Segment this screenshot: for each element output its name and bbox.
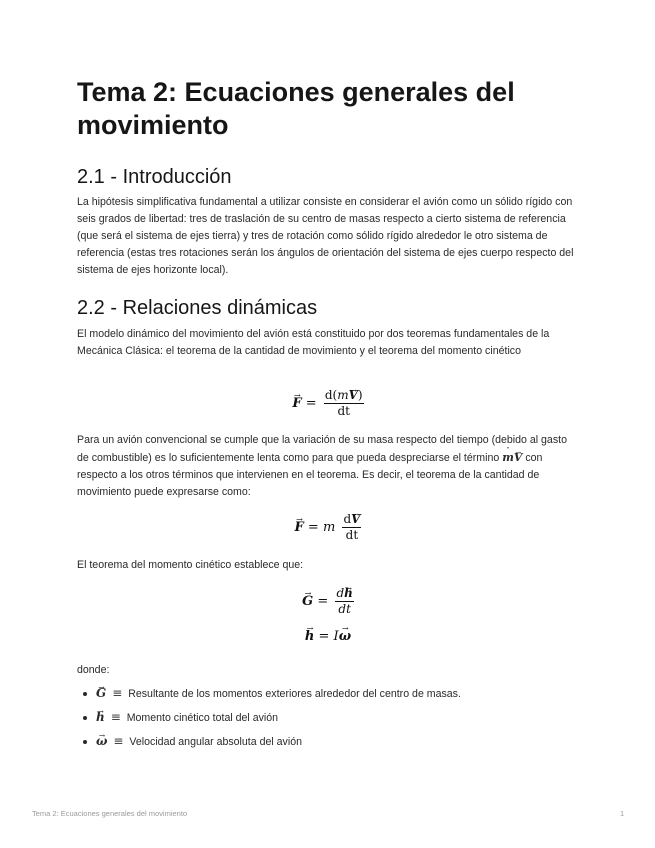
footer-page-number: 1	[620, 809, 625, 818]
term-mdot-v: ˙ m→ V	[502, 451, 522, 464]
eq1-numerator: d(m→ V)	[324, 388, 364, 404]
paragraph-modelo-dinamico: El modelo dinámico del movimiento del avión está constituido por dos teoremas fundamentales de la Mecánica Clásica: el teorema de la cantidad de movimiento y el teorema del momento cinético	[77, 328, 550, 357]
definition-text: Momento cinético total del avión	[126, 712, 279, 724]
eq4-lhs: → h	[305, 629, 314, 644]
paragraph-introduccion: La hipótesis simplificativa fundamental a utilizar consiste en considerar el avión como un sólido rígido con seis grados de libertad: tres de traslación de su centro de masas respecto a cierto sistema de referencia (que será el sistema de ejes tierra) y tres de rotación como sólido rígido alrededor le otro sistema de referencia (estas tres rotaciones serán los ángulos de orientación del sistema de ejes cuerpo respecto del sistema de ejes horizonte local).	[77, 196, 574, 276]
definition-text: Velocidad angular absoluta del avión	[129, 736, 302, 748]
paragraph-avion-convencional: Para un avión convencional se cumple que la variación de su masa respecto del tiempo (debido al gasto de combustible) es lo suficientemente lenta como para que pueda despreciarse el término ˙ m→ V con respecto a los otros términos que intervienen en el teorema. Es decir, el teorema de la cantidad de movimiento puede expresarse como:	[77, 432, 579, 501]
symbol-g: → G	[96, 684, 106, 702]
equation-cantidad-movimiento-simplificada	[77, 512, 579, 543]
eq4-inertia: I	[333, 629, 339, 644]
eq2-lhs: → F	[295, 520, 304, 535]
eq4-omega: → ω	[339, 629, 351, 644]
eq2-fraction	[342, 512, 361, 543]
equation-cantidad-movimiento	[77, 388, 579, 419]
eq2-equals: =	[307, 520, 319, 535]
equiv-symbol: ≡	[110, 710, 121, 724]
definitions-list	[77, 684, 579, 756]
equation-momento-cinetico	[77, 586, 579, 617]
eq2-mass: m	[322, 520, 336, 535]
eq4-equals: =	[318, 629, 330, 644]
eq3-lhs: → G	[302, 594, 313, 609]
eq1-fraction	[324, 388, 364, 419]
eq3-equals: =	[317, 594, 329, 609]
footer-title: Tema 2: Ecuaciones generales del movimiento	[32, 809, 188, 818]
eq1-denominator: dt	[337, 404, 350, 418]
section-heading-introduccion: 2.1 - Introducción	[77, 166, 232, 188]
eq3-numerator: d→ h	[335, 586, 353, 602]
equiv-symbol: ≡	[112, 686, 123, 700]
symbol-omega: → ω	[96, 732, 107, 750]
definition-text: Resultante de los momentos exteriores alrededor del centro de masas.	[128, 688, 461, 700]
symbol-h: → h	[96, 708, 105, 726]
paragraph-momento-cinetico: El teorema del momento cinético establece que:	[77, 559, 304, 571]
paragraph-donde: donde:	[77, 664, 110, 676]
section-heading-relaciones-dinamicas: 2.2 - Relaciones dinámicas	[77, 297, 318, 319]
list-item	[77, 684, 579, 708]
eq2-numerator: d→ V	[342, 512, 361, 528]
page-title: Tema 2: Ecuaciones generales del movimiento	[77, 77, 515, 140]
eq2-denominator: dt	[345, 528, 359, 542]
eq1-lhs: → F	[292, 396, 301, 411]
eq1-equals: =	[305, 396, 317, 411]
equation-momento-angular	[77, 629, 579, 644]
list-item	[77, 708, 579, 732]
equiv-symbol: ≡	[113, 734, 124, 748]
eq3-fraction	[335, 586, 353, 617]
list-item	[77, 732, 579, 756]
eq3-denominator: dt	[338, 602, 351, 616]
